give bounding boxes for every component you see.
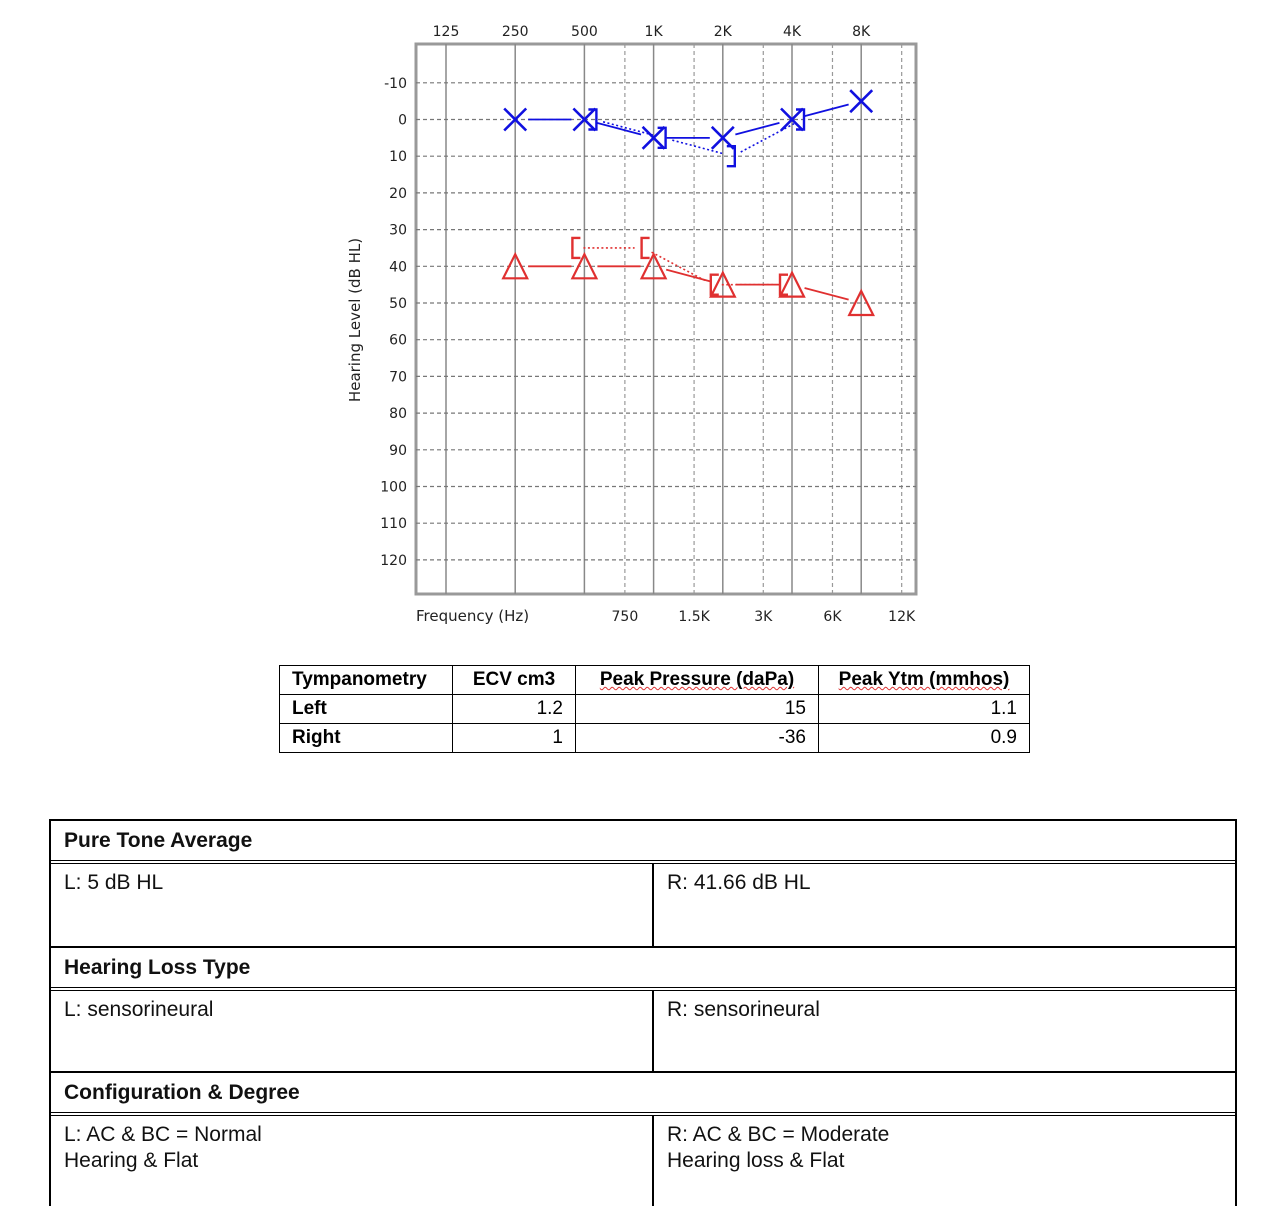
tympanometry-row-left xyxy=(280,695,1030,724)
config-right: R: AC & BC = Moderate Hearing loss & Flat xyxy=(667,1123,890,1172)
row-label: Right xyxy=(280,724,453,753)
x-tick-label-top: 8K xyxy=(852,24,871,40)
pta-row xyxy=(51,864,1235,948)
peak-pressure-header: Peak Pressure (daPa) xyxy=(576,666,819,695)
loss-type-title: Hearing Loss Type xyxy=(51,948,1235,991)
right-bc-marker xyxy=(572,238,580,258)
y-tick-label: 40 xyxy=(389,259,407,276)
x-tick-label-bottom: 750 xyxy=(611,609,639,625)
series-connector xyxy=(603,122,655,136)
loss-type-row xyxy=(51,991,1235,1073)
y-tick-label: 50 xyxy=(389,296,407,312)
y-tick-label: 70 xyxy=(389,369,407,386)
y-tick-label: 30 xyxy=(389,222,407,239)
series-connector xyxy=(805,104,849,116)
y-tick-label: 0 xyxy=(398,112,407,129)
y-tick-label: 60 xyxy=(389,332,407,349)
y-tick-label: 120 xyxy=(380,552,407,569)
y-tick-label: 80 xyxy=(389,406,407,423)
loss-type-right: R: sensorineural xyxy=(667,998,820,1021)
x-tick-label-top: 250 xyxy=(501,24,529,40)
tympanometry-header-row xyxy=(280,666,1030,695)
ytm-value: 1.1 xyxy=(819,695,1030,724)
series-connector xyxy=(597,123,641,135)
tympanometry-header: Tympanometry xyxy=(280,666,453,695)
config-title: Configuration & Degree xyxy=(51,1073,1235,1116)
y-axis-title: Hearing Level (dB HL) xyxy=(346,237,364,403)
ecv-value: 1 xyxy=(453,724,576,753)
row-label: Left xyxy=(280,695,453,724)
x-tick-label-top: 500 xyxy=(571,24,598,40)
summary-box xyxy=(49,819,1237,1206)
x-tick-label-bottom: 3K xyxy=(754,609,773,625)
tympanometry-table xyxy=(279,665,1030,753)
chart-frame xyxy=(416,44,916,594)
ecv-header: ECV cm3 xyxy=(453,666,576,695)
x-tick-label-bottom: 6K xyxy=(823,609,842,625)
ytm-value: 0.9 xyxy=(819,724,1030,753)
y-tick-label: 100 xyxy=(380,479,407,496)
x-tick-label-bottom: 12K xyxy=(888,609,916,625)
y-tick-label: 10 xyxy=(389,149,407,166)
series-connector xyxy=(741,124,794,152)
pressure-value: 15 xyxy=(576,695,819,724)
series-connector xyxy=(672,140,724,154)
x-tick-label-bottom: 1.5K xyxy=(678,609,710,625)
config-row xyxy=(51,1116,1235,1206)
tympanometry-row-right xyxy=(280,724,1030,753)
y-tick-label: 90 xyxy=(389,442,407,459)
peak-ytm-header: Peak Ytm (mmhos) xyxy=(819,666,1030,695)
pta-right: R: 41.66 dB HL xyxy=(667,871,811,894)
y-tick-label: 20 xyxy=(389,185,407,202)
y-tick-label: -10 xyxy=(384,75,407,92)
config-left: L: AC & BC = Normal Hearing & Flat xyxy=(51,1116,654,1206)
x-tick-label-top: 1K xyxy=(644,24,663,40)
right-bc-marker xyxy=(642,238,650,258)
y-tick-label: 110 xyxy=(380,516,407,533)
x-tick-label-top: 125 xyxy=(432,24,460,40)
x-tick-label-top: 2K xyxy=(713,24,732,40)
x-axis-title: Frequency (Hz) xyxy=(416,607,530,625)
x-tick-label-top: 4K xyxy=(782,24,802,40)
ecv-value: 1.2 xyxy=(453,695,576,724)
series-connector xyxy=(805,288,849,300)
loss-type-left: L: sensorineural xyxy=(51,991,654,1071)
pressure-value: -36 xyxy=(576,724,819,753)
series-connector xyxy=(735,123,779,135)
pta-left: L: 5 dB HL xyxy=(51,864,654,946)
pta-title: Pure Tone Average xyxy=(51,821,1235,864)
